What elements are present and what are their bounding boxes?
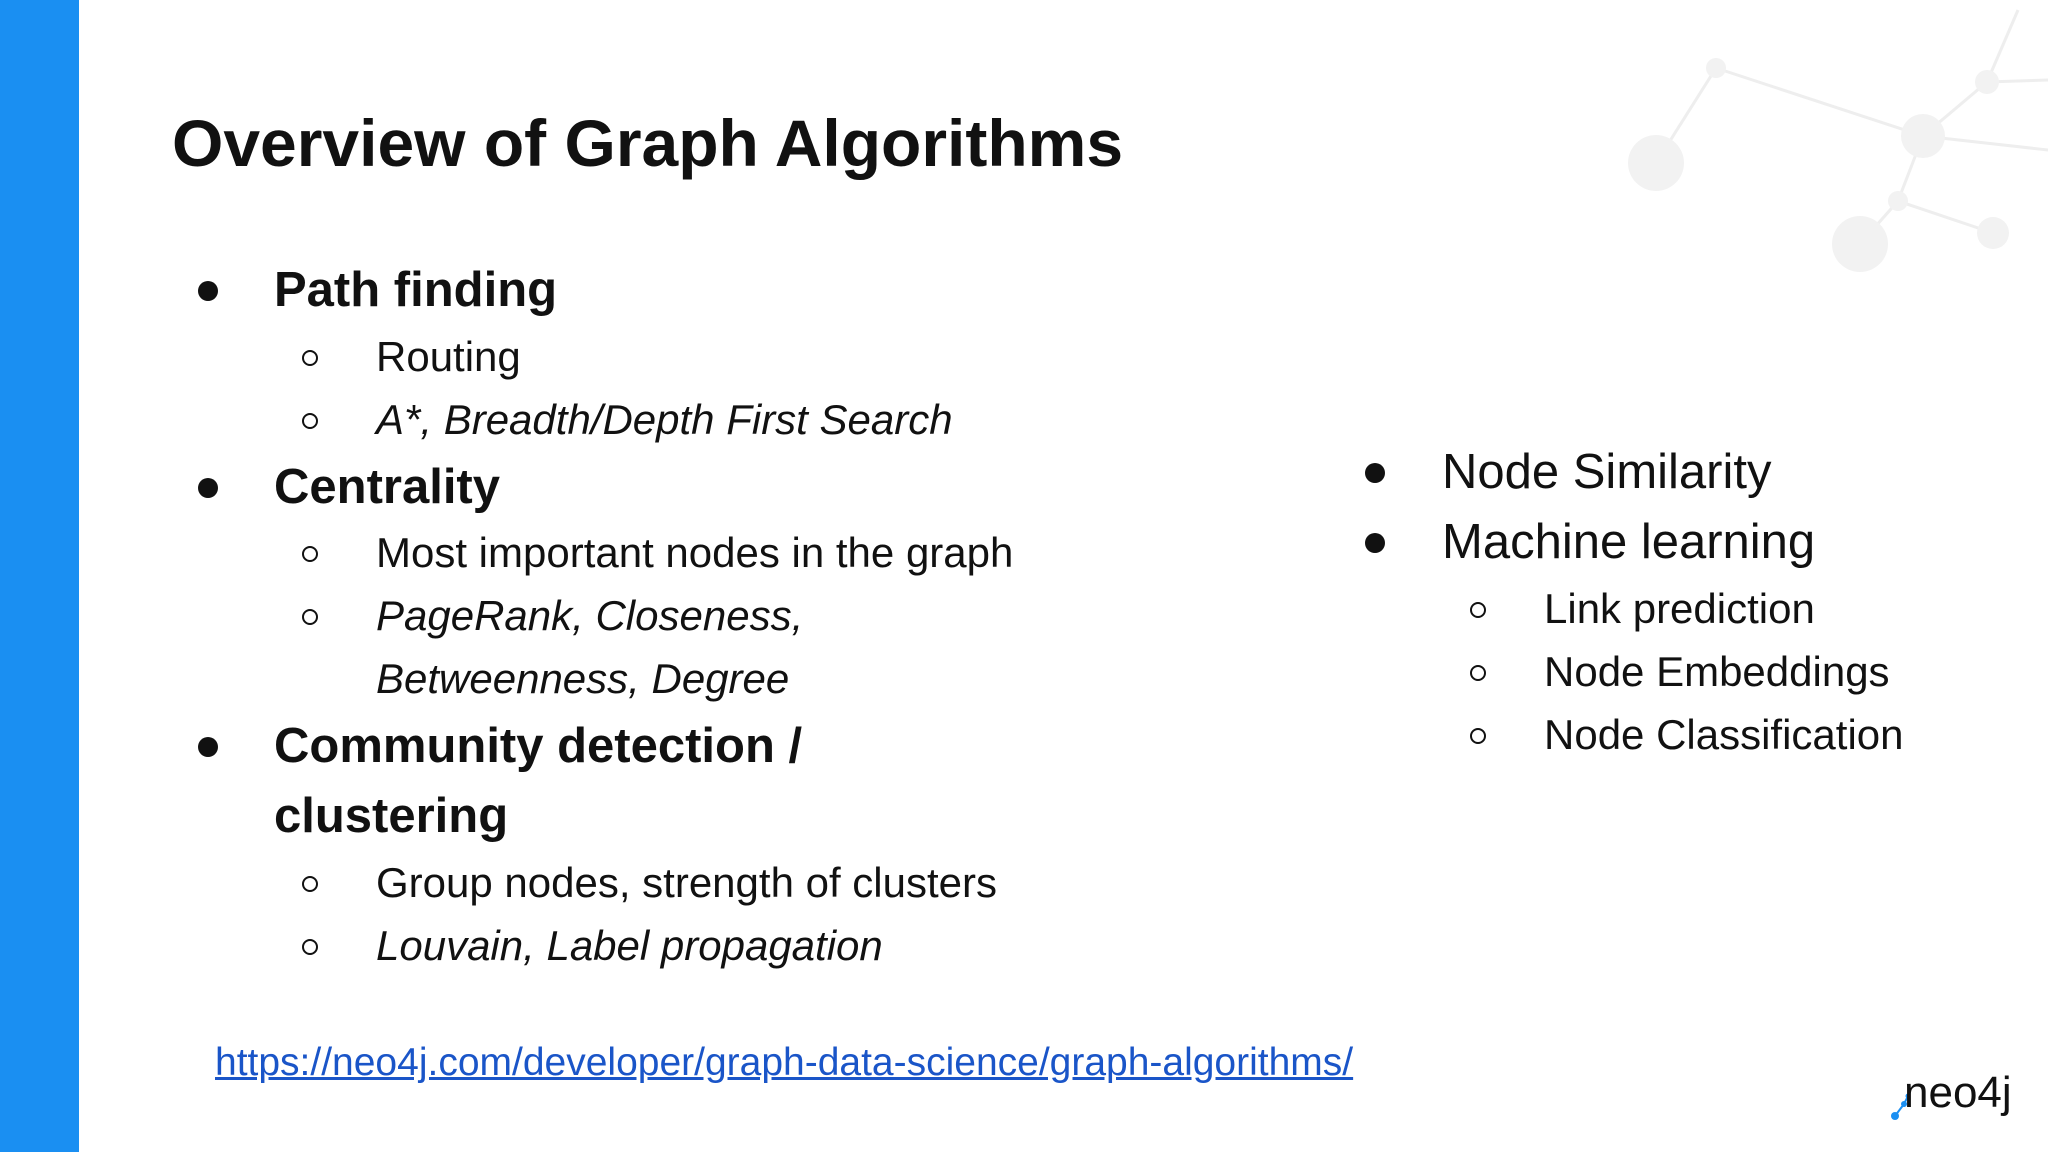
sub-bullet-circle-icon [302,609,318,625]
sub-bullet-circle-icon [302,939,318,955]
sub-item-pathfinding-algorithms: A*, Breadth/Depth First Search [376,396,953,443]
sub-item-routing: Routing [376,333,521,380]
list-item-community-detection-cont: clustering [274,789,509,843]
sub-bullet-circle-icon [302,350,318,366]
graph-algorithms-link[interactable]: https://neo4j.com/developer/graph-data-science/graph-algorithms/ [215,1041,1354,1084]
sub-item-node-classification: Node Classification [1544,711,1904,758]
sub-bullet-circle-icon [302,413,318,429]
bullet-dot-icon [198,737,218,757]
neo4j-wordmark: neo4j [1904,1068,2012,1117]
list-item-centrality: Centrality [274,460,501,514]
sub-bullet-circle-icon [1470,602,1486,618]
sub-item-important-nodes: Most important nodes in the graph [376,529,1014,576]
list-item-node-similarity: Node Similarity [1442,445,1772,499]
sub-item-community-algorithms: Louvain, Label propagation [376,922,883,969]
sub-item-link-prediction: Link prediction [1544,585,1815,632]
accent-bar [0,0,79,1152]
bullet-dot-icon [198,478,218,498]
bullet-dot-icon [1365,533,1385,553]
neo4j-logo [1890,1068,2020,1126]
sub-bullet-circle-icon [1470,665,1486,681]
sub-item-centrality-algorithms-cont: Betweenness, Degree [376,655,790,702]
sub-item-centrality-algorithms: PageRank, Closeness, [376,592,804,639]
slide-title: Overview of Graph Algorithms [172,106,1124,180]
sub-bullet-circle-icon [1470,728,1486,744]
sub-bullet-circle-icon [302,876,318,892]
bullet-dot-icon [1365,463,1385,483]
sub-item-group-nodes: Group nodes, strength of clusters [376,859,997,906]
sub-bullet-circle-icon [302,546,318,562]
sub-item-node-embeddings: Node Embeddings [1544,648,1890,695]
list-item-community-detection: Community detection / [274,719,803,773]
bullet-dot-icon [198,281,218,301]
list-item-machine-learning: Machine learning [1442,515,1816,569]
list-item-path-finding: Path finding [274,263,558,317]
graph-network-decoration [1528,0,2048,300]
